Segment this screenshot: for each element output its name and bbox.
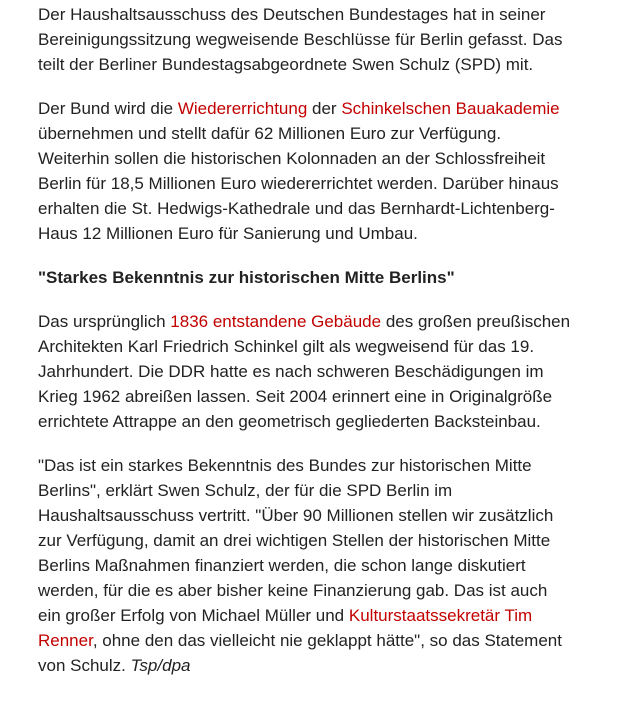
text-segment: ein großer Erfolg von Michael Müller und xyxy=(38,606,349,625)
text-segment: von Schulz. xyxy=(38,656,131,675)
text-line: Der Haushaltsausschuss des Deutschen Bundestages hat in seiner xyxy=(38,5,546,24)
text-line: Berlin für 18,5 Millionen Euro wiedererrichtet werden. Darüber hinaus xyxy=(38,174,559,193)
text-line: "Das ist ein starkes Bekenntnis des Bundes zur historischen Mitte xyxy=(38,456,532,475)
text-line: übernehmen und stellt dafür 62 Millionen Euro zur Verfügung. xyxy=(38,124,502,143)
text-segment: Der Bund wird die xyxy=(38,99,178,118)
text-line: errichtete Attrappe an den geometrisch gegliederten Backsteinbau. xyxy=(38,412,541,431)
text-line xyxy=(38,309,613,334)
text-line: teilt der Berliner Bundestagsabgeordnete Swen Schulz (SPD) mit. xyxy=(38,55,534,74)
text-line: zur Verfügung, damit an drei wichtigen Stellen der historischen Mitte xyxy=(38,531,551,550)
text-line: Berlins", erklärt Swen Schulz, der für die SPD Berlin im xyxy=(38,481,453,500)
text-line xyxy=(38,628,613,653)
text-line: Jahrhundert. Die DDR hatte es nach schweren Beschädigungen im xyxy=(38,362,544,381)
link-wiedererrichtung[interactable]: Wiedererrichtung xyxy=(177,99,308,118)
text-line: Architekten Karl Friedrich Schinkel gilt als wegweisend für das 19. xyxy=(38,337,535,356)
article-body xyxy=(38,2,613,697)
text-line xyxy=(38,96,613,121)
text-line xyxy=(38,603,613,628)
text-line: erhalten die St. Hedwigs-Kathedrale und das Bernhardt-Lichtenberg- xyxy=(38,199,555,218)
quote-paragraph xyxy=(38,453,613,678)
link-kulturstaatssekretaer-part2[interactable]: Renner xyxy=(38,631,93,650)
text-line: Haushaltsausschuss vertritt. "Über 90 Millionen stellen wir zusätzlich xyxy=(38,506,554,525)
text-segment: des großen preußischen xyxy=(381,312,571,331)
link-1836-gebaeude[interactable]: 1836 entstandene Gebäude xyxy=(170,312,382,331)
text-segment: der xyxy=(307,99,342,118)
text-line xyxy=(38,653,613,678)
text-line: werden, für die es aber bisher keine Finanzierung gab. Das ist auch xyxy=(38,581,548,600)
text-segment: Das ursprünglich xyxy=(38,312,171,331)
article-subheading: "Starkes Bekenntnis zur historischen Mitte Berlins" xyxy=(38,268,455,287)
text-line: Krieg 1962 abreißen lassen. Seit 2004 erinnert eine in Originalgröße xyxy=(38,387,553,406)
text-line: Berlins Maßnahmen finanziert werden, die schon lange diskutiert xyxy=(38,556,526,575)
text-segment: , ohne den das vielleicht nie geklappt hätte", so das Statement xyxy=(92,631,562,650)
funding-paragraph xyxy=(38,96,613,246)
link-kulturstaatssekretaer-part1[interactable]: Kulturstaatssekretär Tim xyxy=(348,606,533,625)
text-line: Haus 12 Millionen Euro für Sanierung und Umbau. xyxy=(38,224,418,243)
link-schinkelsche-bauakademie[interactable]: Schinkelschen Bauakademie xyxy=(341,99,560,118)
source-credit: Tsp/dpa xyxy=(130,656,191,675)
text-line: Weiterhin sollen die historischen Kolonnaden an der Schlossfreiheit xyxy=(38,149,546,168)
text-line: Bereinigungssitzung wegweisende Beschlüsse für Berlin gefasst. Das xyxy=(38,30,563,49)
history-paragraph xyxy=(38,309,613,434)
intro-paragraph xyxy=(38,2,613,77)
